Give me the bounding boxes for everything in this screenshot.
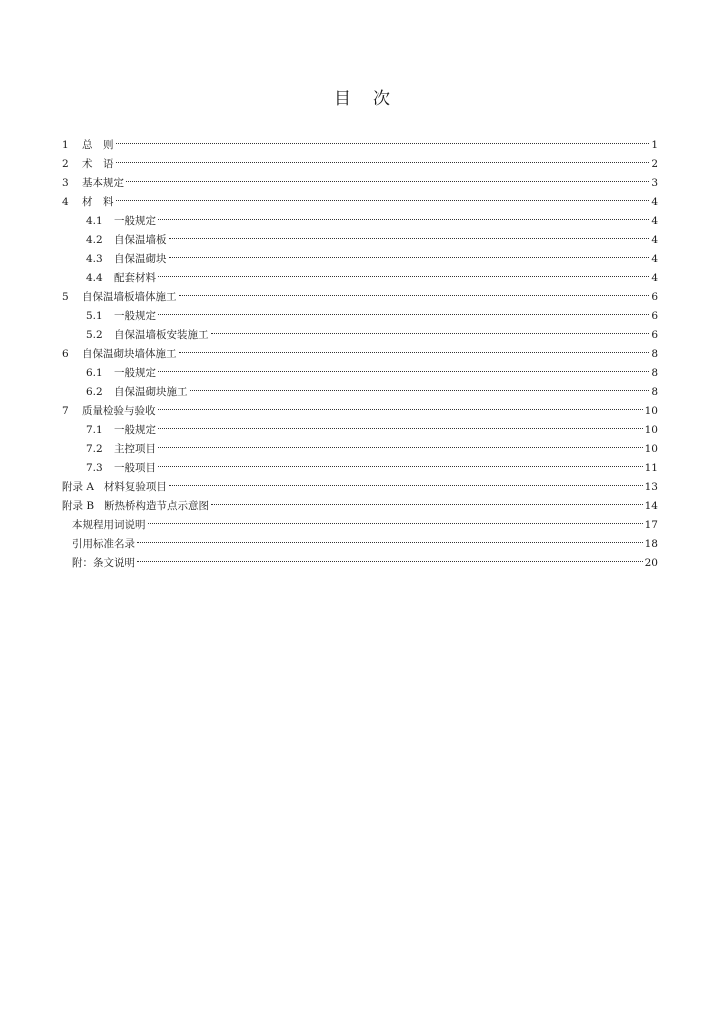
toc-label: 质量检验与验收 xyxy=(82,405,156,417)
toc-page-number: 14 xyxy=(644,500,658,512)
toc-entry-chapter-1[interactable] xyxy=(62,129,658,151)
dot-leader xyxy=(169,224,650,243)
toc-page-number: 8 xyxy=(651,386,658,398)
toc-number: 4.4 xyxy=(86,272,103,284)
dot-leader xyxy=(137,547,643,566)
toc-number: 7.3 xyxy=(86,462,103,474)
toc-page-number: 2 xyxy=(651,158,658,170)
dot-leader xyxy=(158,262,649,281)
dot-leader xyxy=(211,490,643,509)
toc-label: 自保温砌块施工 xyxy=(114,386,188,398)
toc-entry-wording-explanation[interactable] xyxy=(62,509,658,531)
dot-leader xyxy=(126,167,649,186)
toc-label: 一般规定 xyxy=(114,310,156,322)
toc-number: 附录 B xyxy=(62,500,95,512)
toc-page-number: 3 xyxy=(651,177,658,189)
toc-label: 一般规定 xyxy=(114,215,156,227)
toc-label: 自保温墙板 xyxy=(114,234,167,246)
toc-entry-chapter-4[interactable] xyxy=(62,186,658,208)
toc-number: 4.1 xyxy=(86,215,103,227)
toc-number: 5 xyxy=(62,291,69,303)
toc-page-number: 4 xyxy=(651,234,658,246)
toc-label: 总 则 xyxy=(82,139,114,151)
dot-leader xyxy=(179,338,650,357)
toc-number: 2 xyxy=(62,158,69,170)
toc-number: 4 xyxy=(62,196,69,208)
toc-number: 5.2 xyxy=(86,329,103,341)
toc-page-number: 6 xyxy=(651,291,658,303)
dot-leader xyxy=(158,357,649,376)
toc-page-number: 11 xyxy=(644,462,658,474)
toc-number: 6.1 xyxy=(86,367,103,379)
dot-leader xyxy=(190,376,650,395)
toc-label: 材料复验项目 xyxy=(103,481,167,493)
toc-number: 6 xyxy=(62,348,69,360)
dot-leader xyxy=(137,528,643,547)
toc-entry-section-4-1[interactable] xyxy=(62,205,658,227)
toc-label: 一般项目 xyxy=(114,462,156,474)
toc-page-number: 1 xyxy=(651,139,658,151)
toc-label: 材 料 xyxy=(82,196,114,208)
toc-page-number: 4 xyxy=(651,272,658,284)
dot-leader xyxy=(179,281,650,300)
toc-label: 基本规定 xyxy=(82,177,124,189)
toc-number: 1 xyxy=(62,139,69,151)
toc-number: 7 xyxy=(62,405,69,417)
toc-entry-cited-standards[interactable] xyxy=(62,528,658,550)
toc-page-number: 10 xyxy=(644,405,658,417)
toc-number: 3 xyxy=(62,177,69,189)
dot-leader xyxy=(169,243,650,262)
dot-leader xyxy=(158,300,649,319)
toc-page-number: 10 xyxy=(644,443,658,455)
dot-leader xyxy=(116,186,650,205)
title-char-1: 目 xyxy=(334,89,351,109)
toc-label: 附：条文说明 xyxy=(72,557,135,569)
dot-leader xyxy=(116,129,650,148)
toc-page-number: 6 xyxy=(651,329,658,341)
toc-page-number: 10 xyxy=(644,424,658,436)
toc-label: 引用标准名录 xyxy=(72,538,135,550)
table-of-contents xyxy=(62,129,658,569)
dot-leader xyxy=(148,509,643,528)
toc-number: 5.1 xyxy=(86,310,103,322)
toc-label: 主控项目 xyxy=(114,443,156,455)
dot-leader xyxy=(158,433,643,452)
toc-number: 4.2 xyxy=(86,234,103,246)
toc-number: 附录 A xyxy=(62,481,94,493)
toc-page-number: 13 xyxy=(644,481,658,493)
toc-label: 自保温墙板墙体施工 xyxy=(82,291,177,303)
toc-entry-chapter-2[interactable] xyxy=(62,148,658,170)
toc-label: 自保温墙板安装施工 xyxy=(114,329,209,341)
toc-number: 7.2 xyxy=(86,443,103,455)
toc-label: 术 语 xyxy=(82,158,114,170)
toc-page-number: 8 xyxy=(651,348,658,360)
toc-page-number: 18 xyxy=(644,538,658,550)
toc-label: 自保温砌块墙体施工 xyxy=(82,348,177,360)
page-title xyxy=(0,84,724,109)
dot-leader xyxy=(158,205,649,224)
dot-leader xyxy=(211,319,650,338)
toc-number: 7.1 xyxy=(86,424,103,436)
dot-leader xyxy=(169,471,643,490)
dot-leader xyxy=(158,414,643,433)
toc-label: 本规程用词说明 xyxy=(72,519,146,531)
dot-leader xyxy=(158,395,643,414)
toc-label: 配套材料 xyxy=(114,272,156,284)
toc-page-number: 20 xyxy=(644,557,658,569)
toc-number: 4.3 xyxy=(86,253,103,265)
toc-label: 一般规定 xyxy=(114,367,156,379)
toc-page-number: 4 xyxy=(651,253,658,265)
toc-page-number: 17 xyxy=(644,519,658,531)
toc-page-number: 8 xyxy=(651,367,658,379)
toc-label: 一般规定 xyxy=(114,424,156,436)
toc-number: 6.2 xyxy=(86,386,103,398)
toc-page-number: 4 xyxy=(651,196,658,208)
dot-leader xyxy=(116,148,650,167)
title-char-2: 次 xyxy=(373,89,390,109)
toc-page-number: 6 xyxy=(651,310,658,322)
toc-page-number: 4 xyxy=(651,215,658,227)
toc-entry-clause-explanation[interactable] xyxy=(62,547,658,569)
dot-leader xyxy=(158,452,643,471)
toc-label: 断热桥构造节点示意图 xyxy=(104,500,210,512)
toc-entry-chapter-3[interactable] xyxy=(62,167,658,189)
toc-label: 自保温砌块 xyxy=(114,253,167,265)
